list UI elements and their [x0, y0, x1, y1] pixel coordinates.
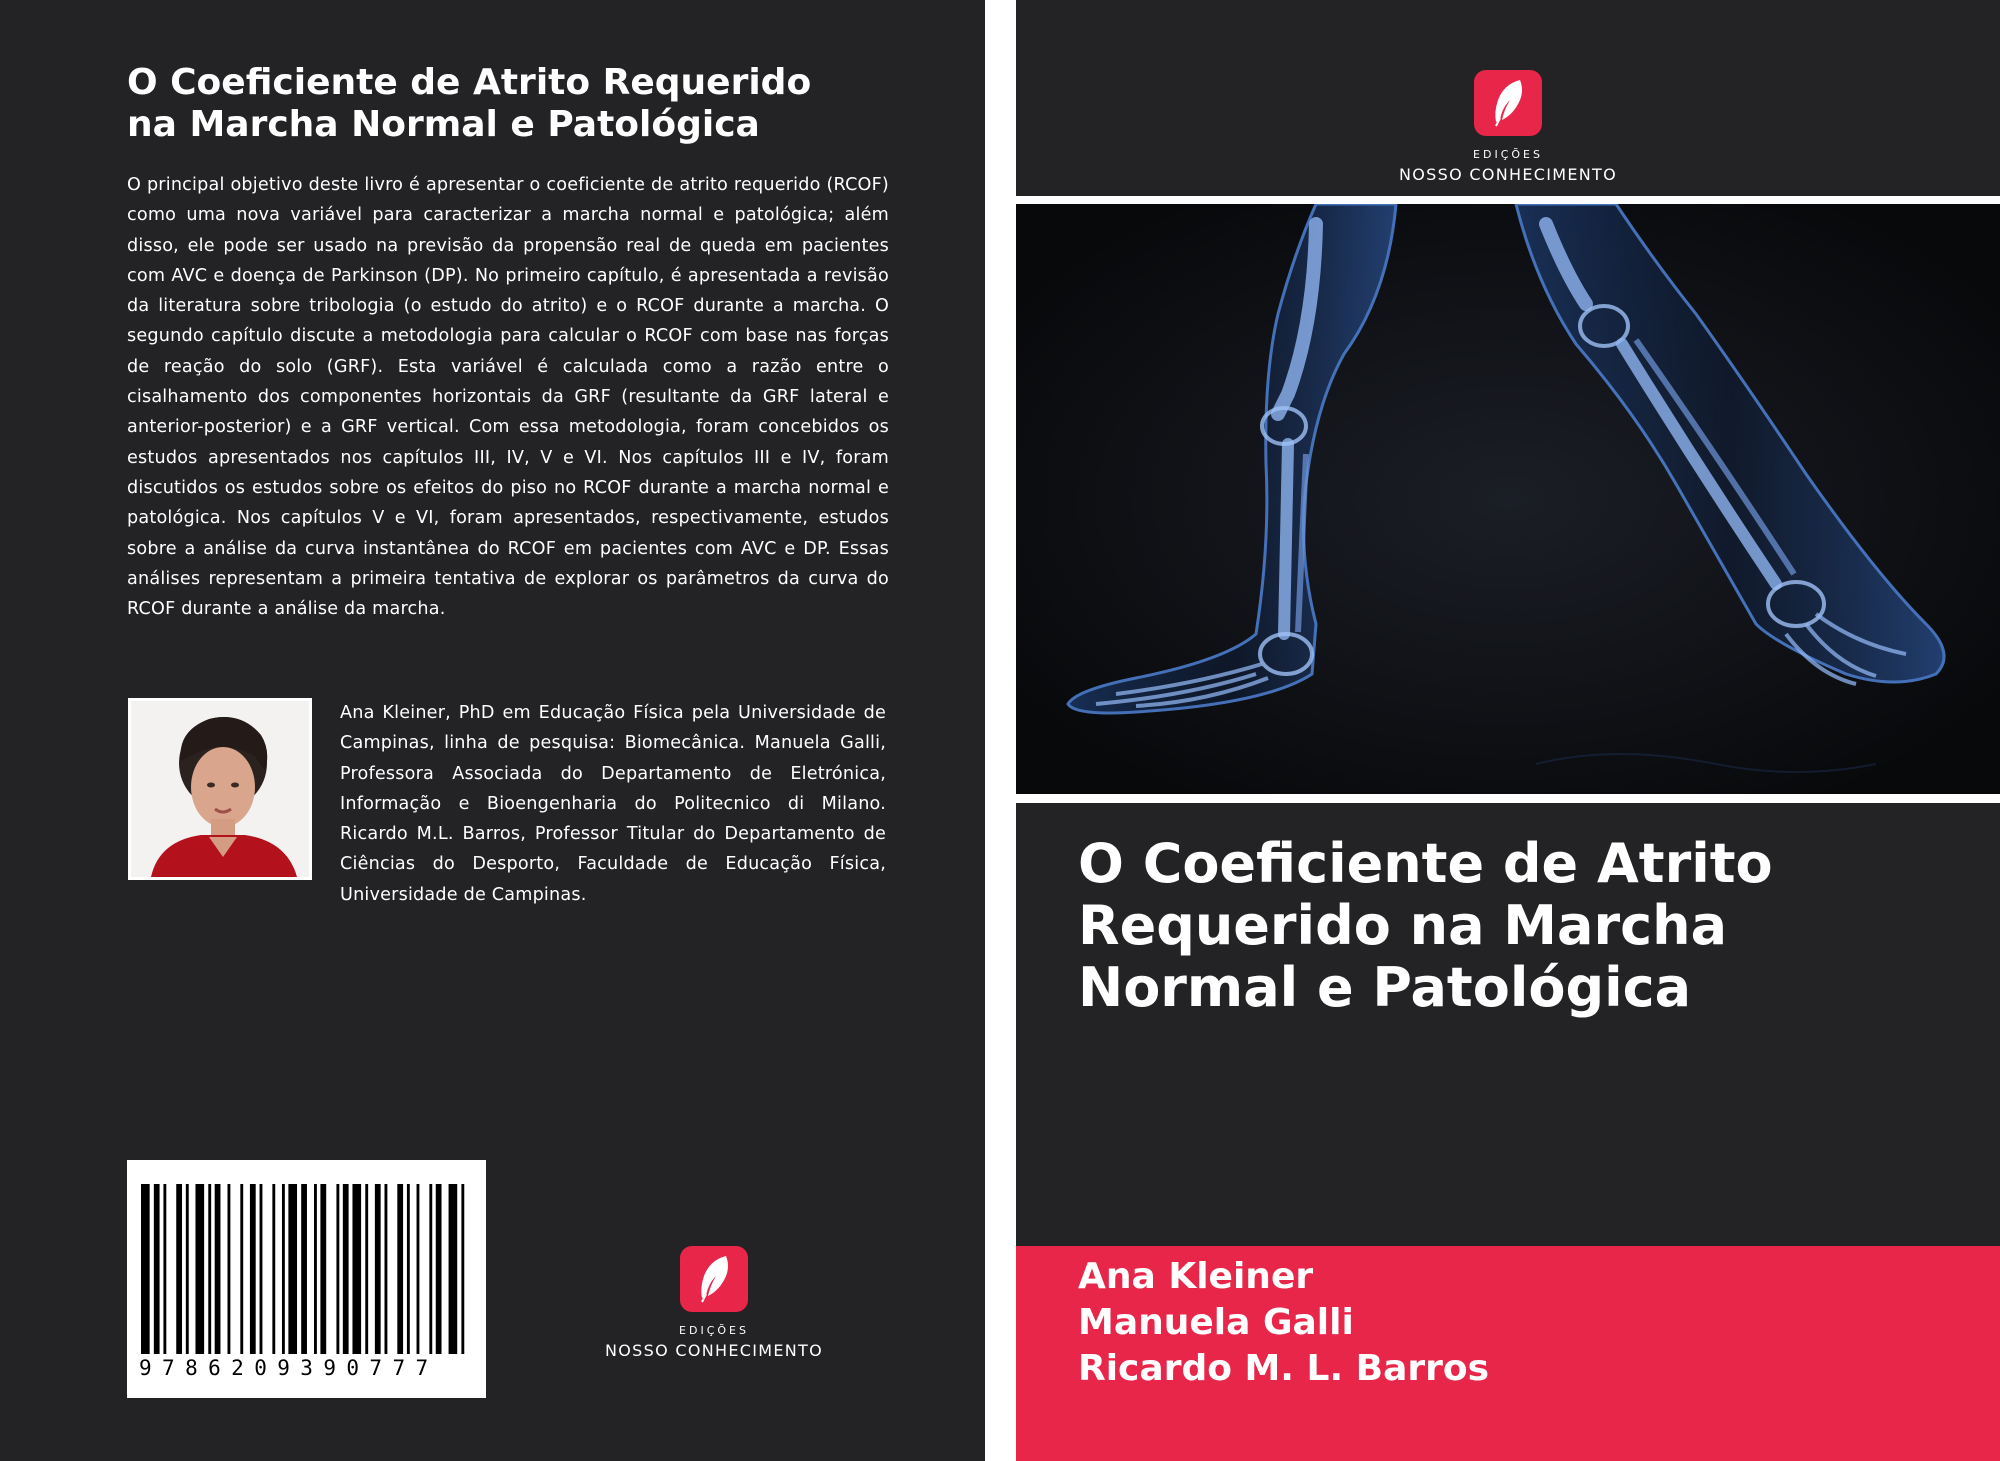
front-title-line1: O Coeficiente de Atrito: [1078, 832, 1773, 895]
publisher-small-label: EDIÇÕES: [1473, 148, 1543, 161]
spine-gap: [985, 0, 1015, 1461]
quill-feather-icon: [1474, 70, 1542, 136]
author-name: Ana Kleiner: [1078, 1256, 1314, 1297]
publisher-logo-back: [589, 1246, 839, 1361]
author-photo: [128, 698, 312, 880]
publisher-logo-front: [1383, 70, 1633, 185]
publisher-name: NOSSO CONHECIMENTO: [605, 1341, 823, 1360]
front-cover-title: [1078, 833, 1958, 1019]
author-name: Ricardo M. L. Barros: [1078, 1348, 1490, 1389]
front-authors-band: [1016, 1246, 2000, 1461]
publisher-small-label: EDIÇÕES: [679, 1324, 749, 1337]
back-cover: [0, 0, 985, 1461]
back-title-line1: O Coeficiente de Atrito Requerido: [127, 62, 812, 103]
back-cover-title: [127, 62, 907, 146]
xray-legs-image: [1016, 204, 2000, 794]
back-title-line2: na Marcha Normal e Patológica: [127, 104, 760, 145]
front-cover: [1016, 0, 2000, 1461]
barcode-bars: [141, 1184, 471, 1354]
publisher-name: NOSSO CONHECIMENTO: [1399, 165, 1617, 184]
isbn-barcode: [127, 1160, 486, 1398]
front-title-line3: Normal e Patológica: [1078, 956, 1692, 1019]
quill-feather-icon: [680, 1246, 748, 1312]
front-header: [1016, 0, 2000, 196]
book-description: O principal objetivo deste livro é apresentar o coeficiente de atrito requerido (RCOF) como uma nova variável para caracterizar a marcha normal e patológica; além disso, ele pode ser usado na previsão da propensão real de queda em pacientes com AVC e doença de Parkinson (DP). No primeiro capítulo, é apresentada a revisão da literatura sobre tribologia (o estudo do atrito) e o RCOF durante a marcha. O segundo capítulo discute a metodologia para calcular o RCOF com base nas forças de reação do solo (GRF). Esta variável é calculada como a razão entre o cisalhamento dos componentes horizontais da GRF (resultante da GRF lateral e anterior-posterior) e a GRF vertical. Com essa metodologia, foram concebidos os estudos apresentados nos capítulos III, IV, V e VI. Nos capítulos III e IV, foram discutidos os estudos sobre os efeitos do piso no RCOF durante a marcha normal e patológica. Nos capítulos V e VI, foram apresentados, respectivamente, estudos sobre a análise da curva instantânea do RCOF em pacientes com AVC e DP. Essas análises representam a primeira tentativa de explorar os parâmetros da curva do RCOF durante a análise da marcha.: [127, 175, 889, 620]
author-name: Manuela Galli: [1078, 1302, 1354, 1343]
author-bio: Ana Kleiner, PhD em Educação Física pela Universidade de Campinas, linha de pesquisa: Biomecânica. Manuela Galli, Professora Associada do Departamento de Eletrónica, Informação e Bioengenharia do Politecnico di Milano. Ricardo M.L. Barros, Professor Titular do Departamento de Ciências do Desporto, Faculdade de Educação Física, Universidade de Campinas.: [340, 703, 886, 905]
front-title-line2: Requerido na Marcha: [1078, 894, 1728, 957]
barcode-digits: 9786209390777: [139, 1356, 439, 1380]
front-title-area: [1016, 803, 2000, 1246]
